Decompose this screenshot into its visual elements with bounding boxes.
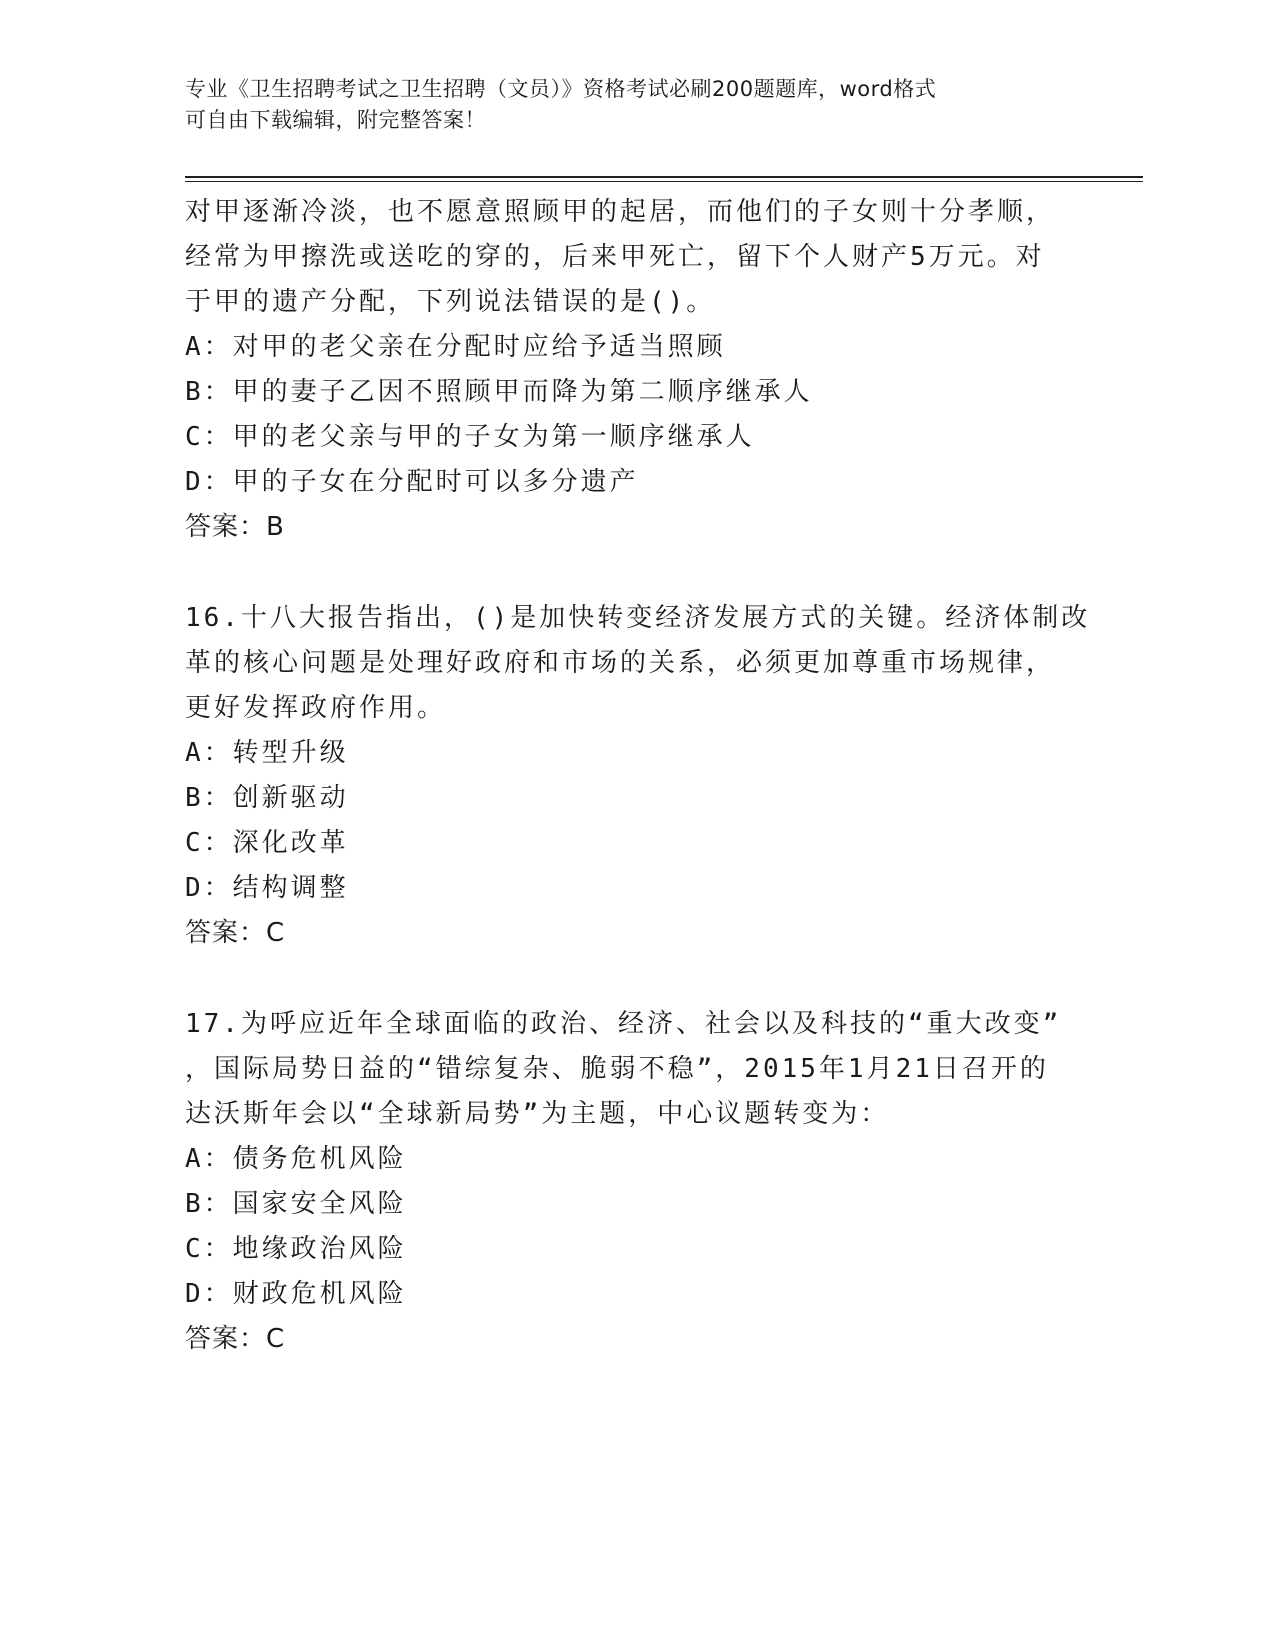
question-16 — [185, 596, 1091, 956]
option-b: B：创新驱动 — [185, 783, 349, 813]
question-spacer — [185, 956, 1085, 1002]
document-header — [185, 74, 1085, 136]
option-b: B：甲的妻子乙因不照顾甲而降为第二顺序继承人 — [185, 377, 813, 407]
option-a: A：债务危机风险 — [185, 1144, 407, 1174]
option-d: D：甲的子女在分配时可以多分遗产 — [185, 467, 639, 497]
question-text-line: 16.十八大报告指出，()是加快转变经济发展方式的关键。经济体制改 — [185, 603, 1091, 633]
option-c: C：地缘政治风险 — [185, 1234, 407, 1264]
question-text-line: ，国际局势日益的“错综复杂、脆弱不稳”，2015年1月21日召开的 — [185, 1054, 1049, 1084]
question-17 — [185, 1002, 1085, 1362]
option-d: D：结构调整 — [185, 873, 349, 903]
header-title-line-2: 可自由下载编辑，附完整答案！ — [185, 108, 486, 132]
question-text-line: 17.为呼应近年全球面临的政治、经济、社会以及科技的“重大改变” — [185, 1009, 1062, 1039]
option-b: B：国家安全风险 — [185, 1189, 407, 1219]
option-a: A：对甲的老父亲在分配时应给予适当照顾 — [185, 332, 726, 362]
question-text-line: 革的核心问题是处理好政府和市场的关系，必须更加尊重市场规律， — [185, 648, 1056, 678]
question-text-line: 对甲逐渐冷淡，也不愿意照顾甲的起居，而他们的子女则十分孝顺， — [185, 197, 1056, 227]
answer-label: 答案：C — [185, 1324, 286, 1354]
question-text-line: 于甲的遗产分配，下列说法错误的是()。 — [185, 287, 716, 317]
question-spacer — [185, 550, 1085, 596]
question-15 — [185, 190, 1085, 550]
question-text-line: 达沃斯年会以“全球新局势”为主题，中心议题转变为： — [185, 1099, 890, 1129]
question-text-line: 经常为甲擦洗或送吃的穿的，后来甲死亡，留下个人财产5万元。对 — [185, 242, 1045, 272]
option-d: D：财政危机风险 — [185, 1279, 407, 1309]
header-rule-thin — [185, 181, 1143, 182]
answer-label: 答案：C — [185, 918, 286, 948]
answer-label: 答案：B — [185, 512, 285, 542]
option-a: A：转型升级 — [185, 738, 349, 768]
option-c: C：甲的老父亲与甲的子女为第一顺序继承人 — [185, 422, 755, 452]
question-content — [185, 190, 1091, 1362]
header-rule-thick — [185, 176, 1143, 178]
header-title-line-1: 专业《卫生招聘考试之卫生招聘（文员）》资格考试必刷200题题库，word格式 — [185, 77, 937, 101]
option-c: C：深化改革 — [185, 828, 349, 858]
question-text-line: 更好发挥政府作用。 — [185, 693, 447, 723]
